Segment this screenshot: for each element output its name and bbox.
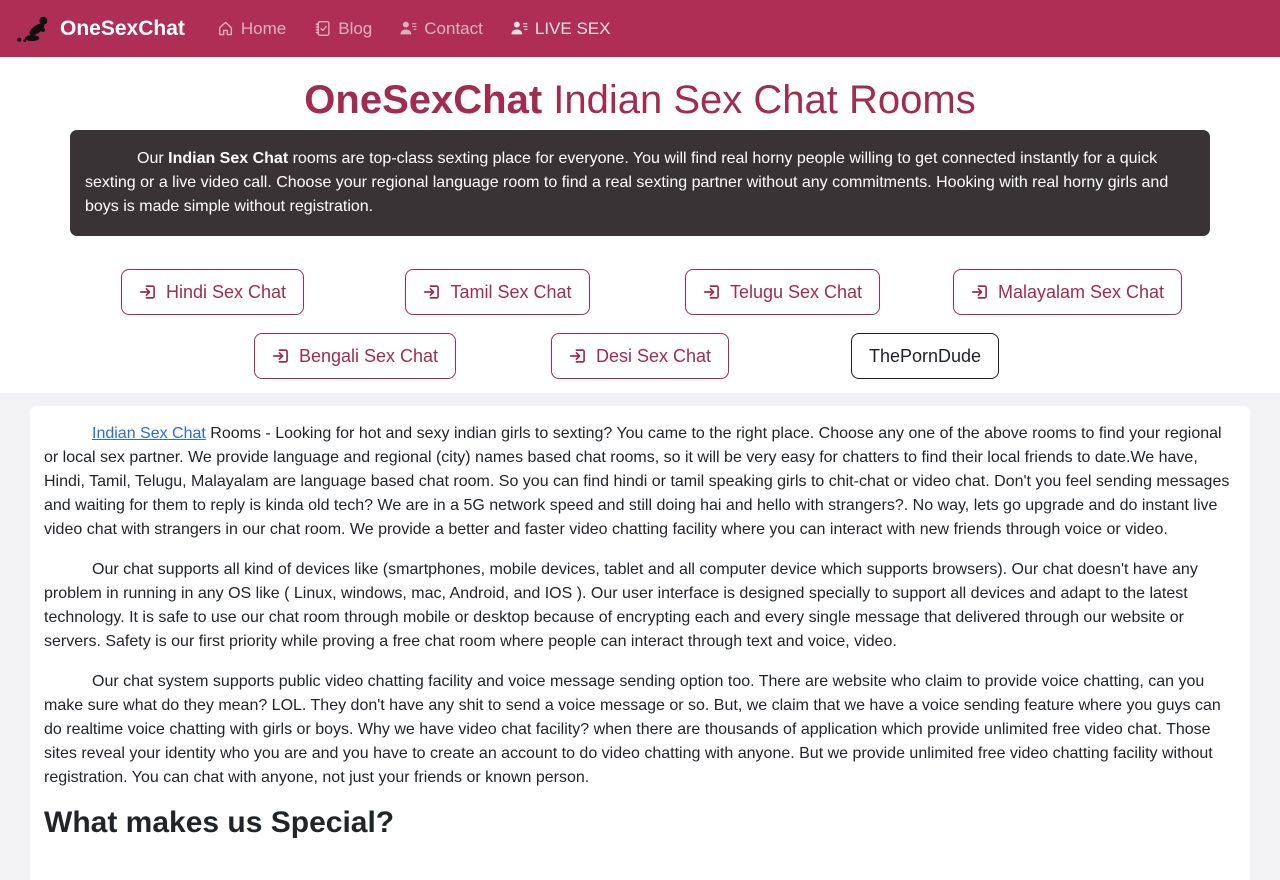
page-title: [0, 57, 1280, 130]
nav-item-label: Contact: [424, 18, 483, 38]
room-button-label: Malayalam Sex Chat: [997, 282, 1165, 302]
enter-room-icon: [569, 347, 587, 365]
nav-item-home[interactable]: [217, 19, 286, 39]
top-navbar: [0, 0, 1280, 57]
enter-room-icon: [423, 283, 441, 301]
section-heading: What makes us Special?: [44, 806, 395, 839]
room-button-label: Bengali Sex Chat: [298, 346, 439, 366]
room-cell: [70, 269, 355, 315]
nav-item-label: Blog: [338, 18, 373, 38]
telugu-sex-chat-button[interactable]: [685, 269, 880, 315]
person-lines-icon: [511, 20, 528, 37]
nav-item-contact[interactable]: [400, 19, 483, 39]
bengali-sex-chat-button[interactable]: [254, 333, 456, 379]
brand-logo-icon: [14, 15, 52, 43]
page-title-rest: Indian Sex Chat Rooms: [542, 78, 976, 122]
room-cell: [783, 333, 1068, 379]
room-cell: [498, 333, 783, 379]
house-icon: [217, 20, 234, 37]
nav-item-live-sex[interactable]: [511, 19, 611, 39]
room-cell: [925, 269, 1210, 315]
room-button-label: ThePornDude: [868, 346, 982, 366]
room-button-label: Tamil Sex Chat: [450, 282, 572, 302]
intro-lead: Our: [137, 150, 169, 167]
enter-room-icon: [971, 283, 989, 301]
person-lines-icon: [400, 20, 417, 37]
enter-room-icon: [703, 283, 721, 301]
room-button-label: Desi Sex Chat: [595, 346, 712, 366]
page-title-brand: OneSexChat: [304, 78, 543, 122]
room-cell: [213, 333, 498, 379]
hindi-sex-chat-button[interactable]: [121, 269, 304, 315]
room-buttons-grid: [70, 269, 1210, 379]
room-button-label: Hindi Sex Chat: [165, 282, 287, 302]
article-paragraph-3: Our chat system supports public video chatting facility and voice message sending option too. There are website who claim to provide voice chatting, can you make sure what do they mean? LOL. They don't have any shit to send a voice message or so. But, we claim that we have a voice sending feature where you guys can do realtime voice chatting with girls or boys. Why we have video chat facility? when there are thousands of application which provide unlimited free video chat. Those sites reveal your identity who you are and you have to create an account to do video chatting with anyone. But we provide unlimited free video chatting facility without registration. You can chat with anyone, not just your friends or known person.: [44, 673, 1221, 786]
nav-items: [217, 19, 611, 39]
room-button-label: Telugu Sex Chat: [729, 282, 863, 302]
brand-text: OneSexChat: [60, 16, 185, 40]
journal-check-icon: [314, 20, 331, 37]
article-card: [30, 406, 1250, 880]
enter-room-icon: [272, 347, 290, 365]
brand-link[interactable]: [14, 15, 185, 43]
room-cell: [640, 269, 925, 315]
enter-room-icon: [139, 283, 157, 301]
nav-item-blog[interactable]: [314, 19, 372, 39]
intro-bold: Indian Sex Chat: [168, 150, 289, 167]
intro-rest: rooms are top-class sexting place for everyone. You will find real horny people willing to get connected instantly for a quick sexting or a live video call. Choose your regional language room to find a real sexting partner without any commitments. Hooking with real horny girls and boys is made simple without registration.: [85, 150, 1169, 215]
room-cell: [355, 269, 640, 315]
article-paragraph-1: [44, 422, 1236, 542]
nav-item-label: Home: [240, 18, 287, 38]
article-paragraph-1-text: Rooms - Looking for hot and sexy indian girls to sexting? You came to the right place. Choose any one of the above rooms to find your regional or local sex partner. We provide language and regional (city) names based chat rooms, so it will be very easy for chatters to find their local friends to date.We have, Hindi, Tamil, Telugu, Malayalam are language based chat room. So you can find hindi or tamil speaking girls to chit-chat or video chat. Don't you feel sending messages and waiting for them to reply is kinda old tech? We are in a 5G network speed and still doing hai and hello with strangers?. No way, lets go upgrade and do instant live video chat with strangers in our chat room. We provide a better and faster video chatting facility where you can interact with new friends through voice or video.: [44, 425, 1230, 538]
desi-sex-chat-button[interactable]: [551, 333, 729, 379]
malayalam-sex-chat-button[interactable]: [953, 269, 1182, 315]
header-section: [0, 57, 1280, 393]
indian-sex-chat-link[interactable]: Indian Sex Chat: [92, 425, 206, 442]
tamil-sex-chat-button[interactable]: [405, 269, 589, 315]
intro-box: [70, 130, 1210, 236]
theporndude-button[interactable]: [851, 333, 999, 379]
nav-item-label: LIVE SEX: [534, 18, 611, 38]
article-paragraph-2: Our chat supports all kind of devices like (smartphones, mobile devices, tablet and all computer device which supports browsers). Our chat doesn't have any problem in running in any OS like ( Linux, windows, mac, Android, and IOS ). Our user interface is designed specially to support all devices and adapt to the latest technology. It is safe to use our chat room through mobile or desktop because of encrypting each and every single message that delivered through our website or servers. Safety is our first priority while proving a free chat room where people can interact through text and voice, video.: [44, 561, 1198, 650]
